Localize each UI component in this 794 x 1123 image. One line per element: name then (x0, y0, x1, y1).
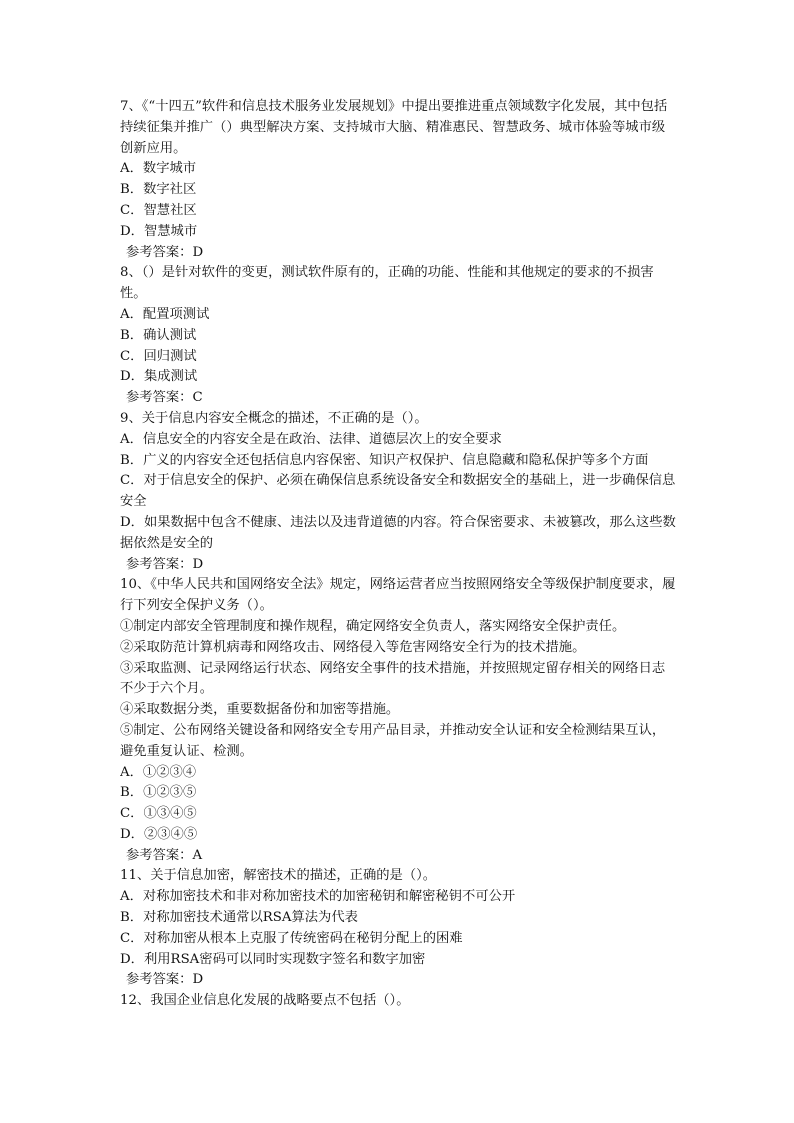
question-12 (120, 991, 676, 1012)
question-stem: 12、我国企业信息化发展的战略要点不包括（）。 (120, 993, 410, 1009)
question-7 (120, 97, 676, 263)
question-stem: 11、关于信息加密，解密技术的描述，正确的是（）。 (120, 868, 437, 884)
option-d: D．智慧城市 (120, 223, 198, 239)
option-b: B．广义的内容安全还包括信息内容保密、知识产权保护、信息隐藏和隐私保护等多个方面 (120, 452, 649, 468)
question-stem: 8、（）是针对软件的变更，测试软件原有的，正确的功能、性能和其他规定的要求的不损害性。 (120, 265, 654, 302)
question-11 (120, 866, 676, 991)
document-page (120, 97, 676, 1012)
reference-answer: 参考答案：D (126, 244, 204, 260)
question-10 (120, 575, 676, 866)
option-d: D．如果数据中包含不健康、违法以及违背道德的内容。符合保密要求、未被篡改，那么这些数据依然是安全的 (120, 514, 676, 551)
option-c: C．对称加密从根本上克服了传统密码在秘钥分配上的困难 (120, 930, 463, 946)
question-8 (120, 263, 676, 409)
reference-answer: 参考答案：C (126, 390, 203, 406)
option-a: A．①②③④ (120, 764, 197, 780)
reference-answer: 参考答案：D (126, 556, 204, 572)
reference-answer: 参考答案：D (126, 972, 204, 988)
option-d: D．②③④⑤ (120, 826, 198, 842)
option-b: B．对称加密技术通常以RSA算法为代表 (120, 910, 358, 926)
question-stem: 7、《“十四五”软件和信息技术服务业发展规划》中提出要推进重点领域数字化发展，其中包括持续征集并推广（）典型解决方案、支持城市大脑、精准惠民、智慧政务、城市体验等城市级创新应用。 (120, 99, 668, 156)
question-9 (120, 409, 676, 575)
duty-item-5: ⑤制定、公布网络关键设备和网络安全专用产品目录，并推动安全认证和安全检测结果互认，避免重复认证、检测。 (120, 722, 666, 759)
question-stem: 9、关于信息内容安全概念的描述，不正确的是（）。 (120, 410, 428, 426)
option-a: A．对称加密技术和非对称加密技术的加密秘钥和解密秘钥不可公开 (120, 889, 516, 905)
option-d: D．利用RSA密码可以同时实现数字签名和数字加密 (120, 951, 426, 967)
option-c: C．对于信息安全的保护、必须在确保信息系统设备安全和数据安全的基础上，进一步确保信息安全 (120, 473, 676, 510)
option-d: D．集成测试 (120, 369, 198, 385)
question-stem: 10、《中华人民共和国网络安全法》规定，网络运营者应当按照网络安全等级保护制度要求，履行下列安全保护义务（）。 (120, 577, 676, 614)
duty-item-4: ④采取数据分类，重要数据备份和加密等措施。 (120, 702, 400, 718)
option-a: A．信息安全的内容安全是在政治、法律、道德层次上的安全要求 (120, 431, 502, 447)
option-c: C．回归测试 (120, 348, 197, 364)
duty-item-3: ③采取监测、记录网络运行状态、网络安全事件的技术措施，并按照规定留存相关的网络日志不少于六个月。 (120, 660, 666, 697)
option-c: C．智慧社区 (120, 202, 197, 218)
duty-item-1: ①制定内部安全管理制度和操作规程，确定网络安全负责人，落实网络安全保护责任。 (120, 618, 626, 634)
option-a: A．配置项测试 (120, 306, 210, 322)
option-b: B．①②③⑤ (120, 785, 197, 801)
reference-answer: 参考答案：A (126, 847, 203, 863)
option-a: A．数字城市 (120, 161, 197, 177)
option-b: B．数字社区 (120, 182, 197, 198)
option-c: C．①③④⑤ (120, 806, 197, 822)
option-b: B．确认测试 (120, 327, 197, 343)
duty-item-2: ②采取防范计算机病毒和网络攻击、网络侵入等危害网络安全行为的技术措施。 (120, 639, 586, 655)
